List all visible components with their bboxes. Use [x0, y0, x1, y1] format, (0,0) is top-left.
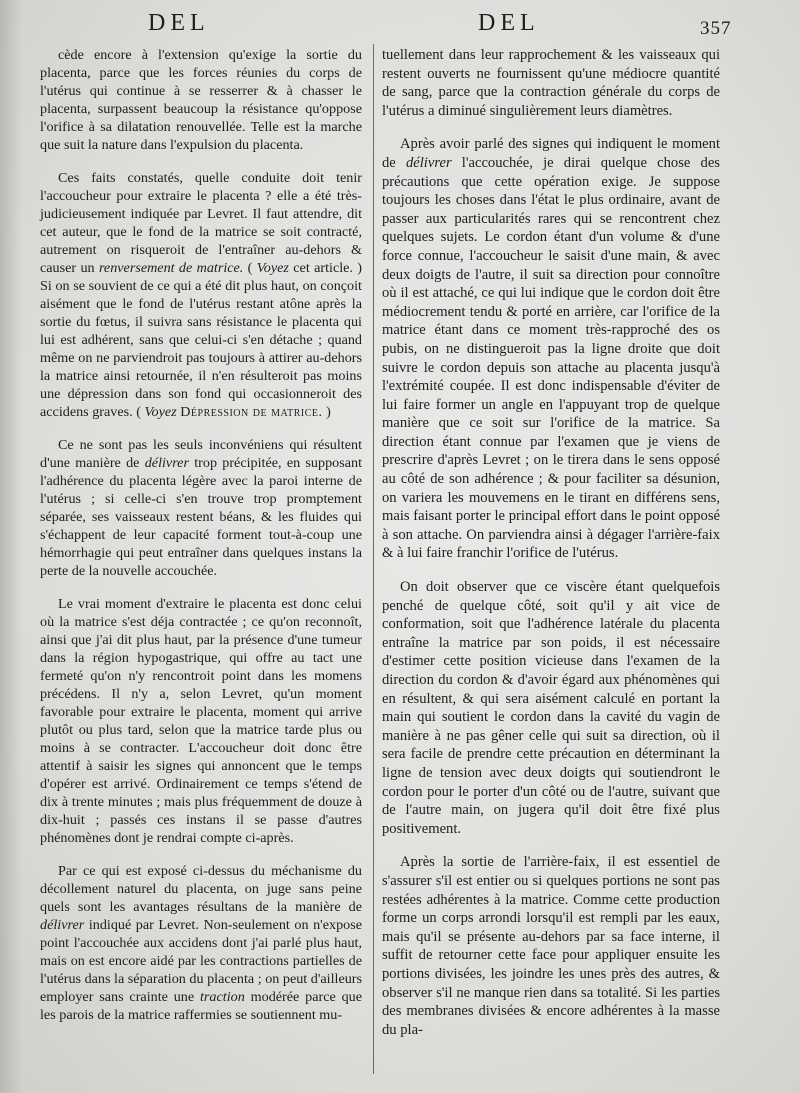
- italic-run: Voyez: [256, 260, 289, 276]
- text-run: l'accouchée, je dirai quelque chose des précautions que cette opération exige. Je suppose toujours les choses dans l'état le plus ordinaire, avant de passer aux particularités rares qui se rencontrent chez quelques sujets. Le cordon étant d'un volume & d'une force connue, l'accoucheur le saisit d'une main, & avec deux doigts de l'autre, il suit sa direction pour connoître où il est attaché, ce qui lui indique que le cordon doit être médiocrement tendu & porté en arrière, car l'orifice de la matrice étant dans ce moment très-rapproché des os pubis, on ne distingueroit pas la ligne droite que doit suivre le cordon depuis son attache au placenta jusqu'à l'extrémité coupée. Il est donc indispensable d'éviter de lui faire former un angle en l'appuyant trop de quelque manière que ce soit sur l'orifice de la matrice. Sa direction étant connue par l'examen que je viens de prescrire d'après Levret ; on le tirera dans le sens opposé au côté de son adhérence ; & pour faciliter sa désunion, on variera les mouvemens en le tirant en différens sens, mais faisant porter le principal effort dans le point opposé à son attache. On parviendra ainsi à dégager l'arrière-faix & à lui faire franchir l'orifice de l'utérus.: [382, 154, 720, 562]
- text-run: modérée parce que les parois de la matrice raffermies se soutiennent mu-: [40, 989, 362, 1023]
- text-run: (: [243, 260, 257, 276]
- text-run: Ces faits constatés, quelle conduite doit tenir l'accoucheur pour extraire le placenta ? elle a été très-judicieusement indiquée par Levret. Il faut attendre, dit cet auteur, que le fond de la matrice se soit contracté, autrement on risqueroit de l'entraîner au-dehors & causer un: [40, 170, 362, 276]
- text-run: trop précipitée, en supposant l'adhérence du placenta légère avec la paroi interne de l'utérus ; si celle-ci s'en trouve trop promptement séparée, ses vaisseaux restent béans, & les fluides qui s'échappent de leur capacité forment tout-à-coup une hémorrhagie qui peut entraîner dans quelques instans la perte de la nouvelle accouchée.: [40, 455, 362, 579]
- text-run: Ce ne sont pas les seuls inconvéniens qui résultent d'une manière de: [40, 437, 362, 471]
- column-rule: [373, 44, 374, 1074]
- italic-run: Voyez: [144, 404, 177, 420]
- text-run: cet article. ) Si on se souvient de ce qui a été dit plus haut, on conçoit aisément que le fond de l'utérus restant atône après la sortie du fœtus, il suivra sans résistance le placenta qui lui est adhérent, sans que celui-ci s'en détache ; quand même on ne parviendroit pas toujours à attirer au-dehors la matrice ainsi retournée, il n'en résulteroit pas moins une dépression dans son fond qui occasionneroit des accidens graves. (: [40, 260, 363, 420]
- paragraph: [382, 135, 720, 563]
- page-number: 357: [700, 18, 732, 39]
- text-run: Après la sortie de l'arrière-faix, il est essentiel de s'assurer s'il est entier ou si quelques portions ne sont pas restées adhérentes à la matrice. Comme cette production forme un corps arrondi lorsqu'il est rempli par les eaux, mais qu'il se présente au-dehors par sa face interne, il suffit de retourner cette face pour appliquer ensuite les portions divisées, les joindre les unes près des autres, & observer s'il ne manque rien dans sa totalité. Si les parties des membranes divisées & encore adhérentes à la masse du pla-: [382, 854, 720, 1038]
- italic-run: délivrer: [144, 455, 189, 471]
- text-run: Le vrai moment d'extraire le placenta est donc celui où la matrice s'est déja contractée ; ce qu'on reconnoît, ainsi que j'ai dit plus haut, par la présence d'une tumeur dans la région hypogastrique, qui offre au tact une fermeté qu'on n'y rencontroit point dans les momens précédens. Il n'y a, selon Levret, qu'un moment favorable pour extraire le placenta, moment qui arrive plutôt ou plus tard, selon que la matrice tarde plus ou moins à se contracter. L'accoucheur doit donc être attentif à saisir les signes qui annoncent que le temps d'opérer est arrivé. Ordinairement ce temps s'étend de dix à trente minutes ; mais plus fréquemment de douze à dix-huit ; passés ces instans il se passe d'autres phénomènes dont je rendrai compte ci-après.: [40, 596, 362, 846]
- paragraph: [40, 46, 362, 154]
- text-run: tuellement dans leur rapprochement & les vaisseaux qui restent ouverts ne fournissent qu'une médiocre quantité de sang, parce que la contraction générale du corps de l'utérus a diminué singulièrement leurs diamètres.: [382, 47, 720, 119]
- italic-run: délivrer: [40, 917, 85, 933]
- text-run: Après avoir parlé des signes qui indiquent le moment de: [382, 136, 720, 171]
- small-caps-run: Dépression de matrice.: [180, 404, 323, 420]
- running-head-left: DEL: [148, 10, 210, 36]
- italic-run: délivrer: [405, 154, 452, 171]
- text-run: cède encore à l'extension qu'exige la sortie du placenta, parce que les forces réunies du corps de l'utérus qui continue à se resserrer & à chasser le placenta, surpassent beaucoup la résistance qu'oppose l'orifice à sa dilatation renouvellée. Telle est la marche que suit la nature dans l'expulsion du placenta.: [40, 47, 362, 153]
- left-column: [40, 46, 362, 1039]
- right-column: [382, 46, 720, 1054]
- paragraph: [40, 169, 362, 421]
- italic-run: renversement de matrice.: [98, 260, 244, 276]
- text-run: indiqué par Levret. Non-seulement on n'expose point l'accouchée aux accidens dont j'ai parlé plus haut, mais on est encore aidé par les contractions partielles de l'utérus dans la séparation du placenta ; on peut d'ailleurs employer sans crainte une: [40, 917, 362, 1005]
- running-head-right: DEL: [478, 10, 540, 36]
- paragraph: [40, 595, 362, 847]
- paragraph: [382, 46, 720, 120]
- text-run: ): [322, 404, 331, 420]
- running-head: [0, 6, 800, 40]
- italic-run: traction: [200, 989, 245, 1005]
- text-run: On doit observer que ce viscère étant quelquefois penché de quelque côté, soit qu'il y ait vice de conformation, soit que l'adhérence latérale du placenta entraîne la matrice par son poids, il est nécessaire d'estimer cette position vicieuse dans l'examen de la direction du cordon & d'avoir égard aux phénomènes qui en résultent, & qui sera aisément calculé en portant la main qui soutient le cordon dans la cavité du vagin de manière à ne pas gêner celle qui suit sa direction, où il sera facile de prendre cette précaution en déterminant la ligne de tension avec deux doigts qui soutiendront le cordon pour le porter d'un côté ou de l'autre, suivant que de l'autre main, on jugera qu'il doit être fixé plus positivement.: [382, 579, 720, 837]
- text-run: Par ce qui est exposé ci-dessus du méchanisme du décollement naturel du placenta, on juge sans peine quels sont les avantages résultans de la manière de: [40, 863, 362, 915]
- binding-shadow: [0, 0, 22, 1093]
- paragraph: [40, 862, 362, 1024]
- paragraph: [40, 436, 362, 580]
- paragraph: [382, 578, 720, 838]
- paragraph: [382, 853, 720, 1039]
